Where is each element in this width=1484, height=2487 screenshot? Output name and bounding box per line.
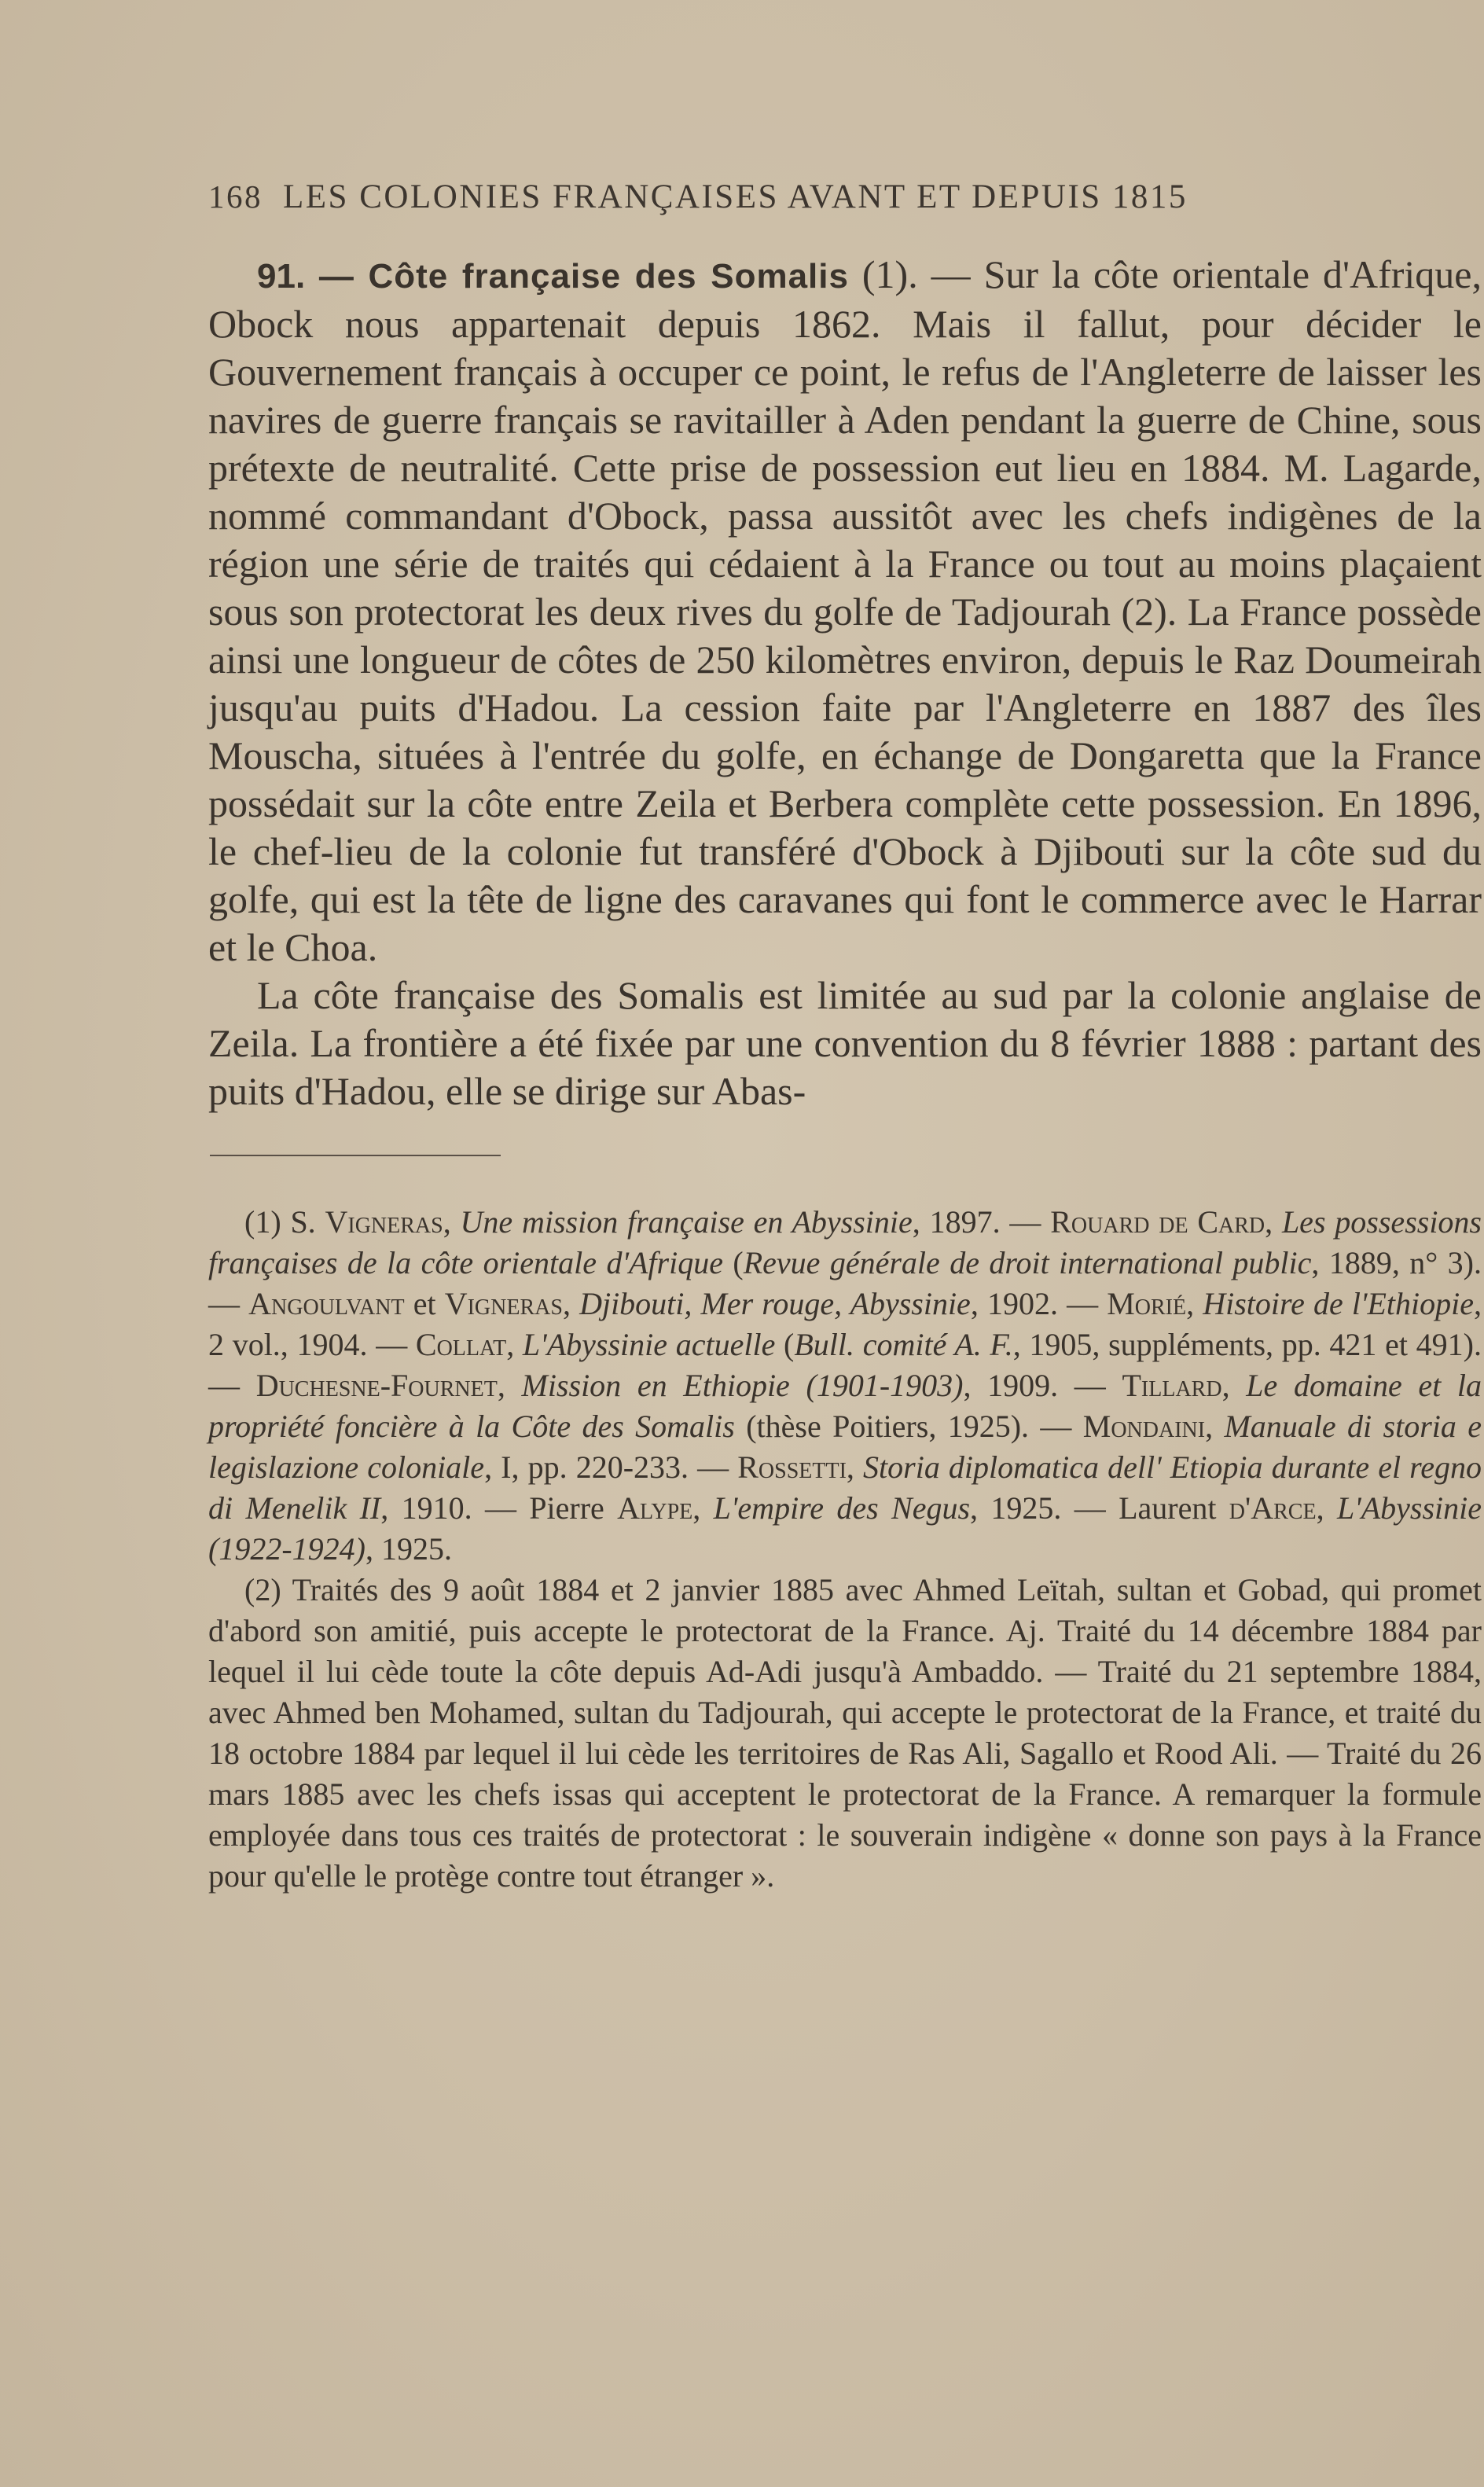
fn1-text: , xyxy=(1265,1204,1282,1240)
main-text xyxy=(208,251,1482,1115)
section-paragraph-1 xyxy=(208,251,1482,972)
fn1-text: , xyxy=(1205,1409,1225,1444)
footnote-1 xyxy=(208,1202,1482,1570)
book-page xyxy=(208,173,1482,1897)
fn1-text: (thèse Poitiers, 1925). — xyxy=(734,1409,1083,1444)
footnote-divider xyxy=(210,1155,501,1156)
fn1-text: , xyxy=(1221,1368,1247,1403)
fn1-title: Une mission française en Abyssinie xyxy=(460,1204,913,1240)
fn1-text: , xyxy=(1316,1490,1337,1526)
fn1-title: Manuale di storia e legislazione coloniale xyxy=(208,1409,1482,1485)
running-title: LES COLONIES FRANÇAISES AVANT ET DEPUIS 1815 xyxy=(283,178,1188,215)
fn1-text: , 1925. xyxy=(365,1531,452,1567)
fn1-text: ( xyxy=(722,1245,744,1280)
fn1-author: Rouard de Card xyxy=(1050,1204,1265,1240)
section-title: Côte française des Somalis xyxy=(368,257,849,296)
fn1-text: , 1902. — xyxy=(970,1286,1107,1321)
fn1-title: Le domaine et la propriété foncière à la Côte des Somalis xyxy=(208,1368,1482,1444)
section-dash: — xyxy=(305,257,369,296)
fn1-text: , xyxy=(692,1490,714,1526)
footnotes xyxy=(208,1202,1482,1897)
fn1-author: Morié xyxy=(1107,1286,1187,1321)
fn1-text: , 1910. — Pierre xyxy=(380,1490,618,1526)
fn1-title: Les possessions françaises de la côte orientale d'Afrique xyxy=(208,1204,1482,1280)
fn1-text: , xyxy=(1186,1286,1203,1321)
fn1-title: Djibouti, Mer rouge, Abyssinie xyxy=(579,1286,971,1321)
fn1-author: Rossetti xyxy=(737,1449,847,1485)
fn1-author: Mondaini xyxy=(1082,1409,1206,1444)
fn1-text: ( xyxy=(775,1327,795,1362)
page-number: 168 xyxy=(208,178,263,215)
fn1-title: Revue générale de droit international public xyxy=(743,1245,1312,1280)
fn1-text: et xyxy=(404,1286,445,1321)
fn1-title: L'Abyssinie (1922-1924) xyxy=(208,1490,1482,1567)
fn1-text: , xyxy=(506,1327,523,1362)
fn1-author: Angoulvant xyxy=(248,1286,405,1321)
fn1-text: , 2 vol., 1904. — xyxy=(208,1286,1482,1362)
fn1-author: Duchesne-Fournet xyxy=(255,1368,498,1403)
fn1-text: (1) S. xyxy=(244,1204,325,1240)
fn1-title: L'Abyssinie actuelle xyxy=(522,1327,776,1362)
fn1-text: , 1897. — xyxy=(912,1204,1051,1240)
fn1-title: Storia diplomatica dell' Etiopia durante el regno di Menelik II xyxy=(208,1449,1482,1526)
fn1-text: , xyxy=(497,1368,522,1403)
paragraph-1-text: — Sur la côte orientale d'Afrique, Obock nous appartenait depuis 1862. Mais il fallut, pour décider le Gouvernement français à occuper ce point, le refus de l'Angleterre de laisser les navires de guerre français se ravitailler à Aden pendant la guerre de Chine, sous prétexte de neutralité. Cette prise de possession eut lieu en 1884. M. Lagarde, nommé commandant d'Obock, passa aussitôt avec les chefs indigènes de la région une série de traités qui cédaient à la France ou tout au moins plaçaient sous son protectorat les deux rives du golfe de Tadjourah (2). La France possède ainsi une longueur de côtes de 250 kilomètres environ, depuis le Raz Doumeirah jusqu'au puits d'Hadou. La cession faite par l'Angleterre en 1887 des îles Mouscha, situées à l'entrée du golfe, en échange de Dongaretta que la France possédait sur la côte entre Zeila et Berbera complète cette possession. En 1896, le chef-lieu de la colonie fut transféré d'Obock à Djibouti sur la côte sud du golfe, qui est la tête de ligne des caravanes qui font le commerce avec le Harrar et le Choa. xyxy=(208,252,1482,969)
fn1-text: , 1889, n° 3). — xyxy=(208,1245,1482,1321)
fn1-author: Vigneras xyxy=(325,1204,443,1240)
fn1-text: , xyxy=(562,1286,580,1321)
fn1-title: Mission en Ethiopie (1901-1903) xyxy=(521,1368,964,1403)
fn1-text: , xyxy=(846,1449,864,1485)
fn1-text: , 1905, suppléments, pp. 421 et 491). — xyxy=(208,1327,1482,1403)
fn1-author: Collat xyxy=(415,1327,507,1362)
fn1-author: Tillard xyxy=(1122,1368,1222,1403)
fn1-title: L'empire des Negus xyxy=(713,1490,971,1526)
running-head xyxy=(208,173,1277,221)
fn1-author: d'Arce xyxy=(1229,1490,1317,1526)
fn1-text: , 1925. — Laurent xyxy=(970,1490,1229,1526)
fn1-text: , 1909. — xyxy=(963,1368,1122,1403)
section-paragraph-2: La côte française des Somalis est limitée au sud par la colonie anglaise de Zeila. La frontière a été fixée par une convention du 8 février 1888 : partant des puits d'Hadou, elle se dirige sur Abas- xyxy=(208,973,1482,1113)
fn1-text: , I, pp. 220-233. — xyxy=(484,1449,738,1485)
fn1-title: Histoire de l'Ethiopie xyxy=(1203,1286,1475,1321)
fn1-text: , xyxy=(443,1204,461,1240)
fn1-author: Vigneras xyxy=(444,1286,563,1321)
footnote-ref-1: (1). xyxy=(848,252,931,296)
section-number: 91. xyxy=(257,257,306,296)
footnote-2: (2) Traités des 9 août 1884 et 2 janvier 1885 avec Ahmed Leïtah, sultan et Gobad, qui promet d'abord son amitié, puis accepte le protectorat de la France. Aj. Traité du 14 décembre 1884 par lequel il lui cède toute la côte depuis Ad-Adi jusqu'à Ambaddo. — Traité du 21 septembre 1884, avec Ahmed ben Mohamed, sultan du Tadjourah, qui accepte le protectorat de la France, et traité du 18 octobre 1884 par lequel il lui cède les territoires de Ras Ali, Sagallo et Rood Ali. — Traité du 26 mars 1885 avec les chefs issas qui acceptent le protectorat de la France. A remarquer la formule employée dans tous ces traités de protectorat : le souverain indigène « donne son pays à la France pour qu'elle le protège contre tout étranger ». xyxy=(208,1572,1482,1894)
fn1-author: Alype xyxy=(617,1490,693,1526)
fn1-title: Bull. comité A. F. xyxy=(794,1327,1013,1362)
